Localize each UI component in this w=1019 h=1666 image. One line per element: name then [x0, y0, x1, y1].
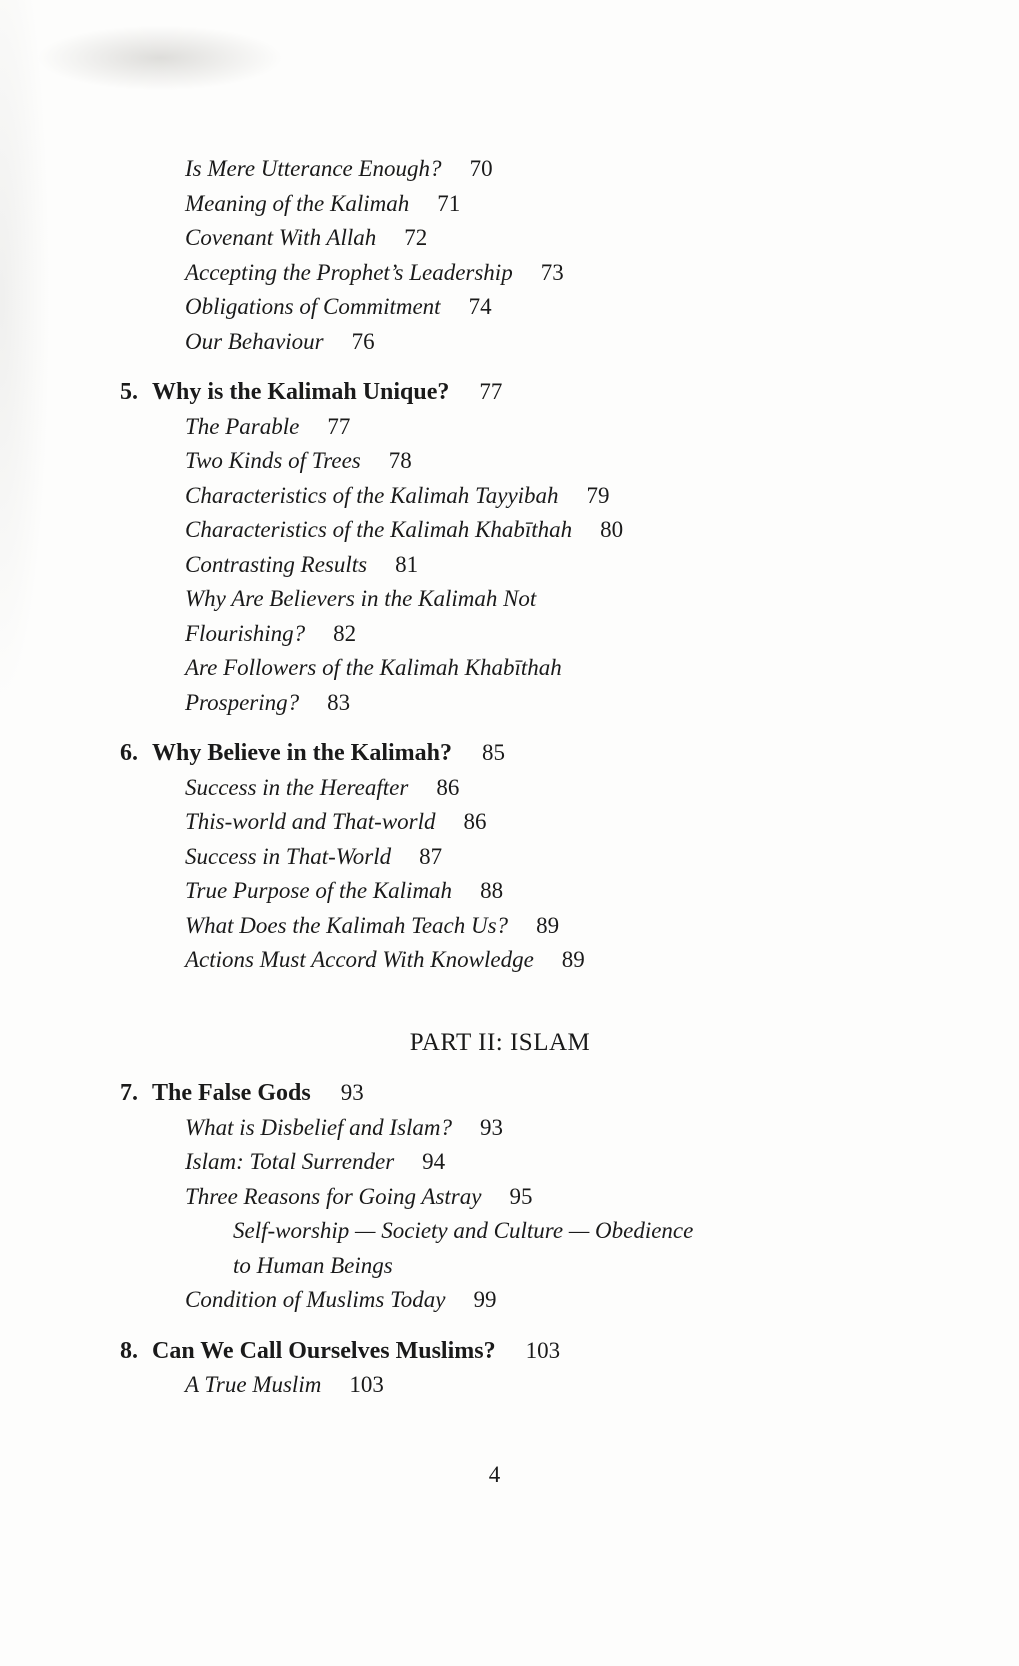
entry-title: Prospering? [185, 689, 300, 715]
entry-title: Is Mere Utterance Enough? [185, 156, 442, 181]
entry-title: Success in the Hereafter [185, 774, 409, 800]
entry-title: Actions Must Accord With Knowledge [185, 947, 534, 972]
entry-page: 74 [468, 294, 492, 319]
table-of-contents [120, 152, 945, 1403]
entry-title: Characteristics of the Kalimah Khabīthah [185, 517, 573, 542]
toc-entry [185, 256, 945, 291]
toc-chapter-entry [120, 375, 945, 410]
entry-title: Islam: Total Surrender [185, 1149, 395, 1174]
toc-entry [185, 410, 945, 445]
entry-page: 85 [482, 740, 505, 765]
toc-entry [185, 513, 945, 548]
entry-page: 103 [525, 1337, 561, 1363]
entry-title: A True Muslim [185, 1372, 322, 1397]
toc-entry [185, 325, 945, 360]
entry-page: 87 [419, 843, 443, 869]
entry-page: 73 [540, 259, 564, 285]
entry-page: 86 [436, 774, 460, 800]
entry-page: 88 [480, 878, 504, 903]
entry-page: 99 [473, 1287, 497, 1312]
entry-title: Success in That-World [185, 843, 392, 869]
part-heading: PART II: ISLAM [409, 1028, 591, 1056]
toc-entry-continuation [185, 617, 945, 652]
toc-chapter-entry [120, 736, 945, 771]
entry-page: 86 [463, 809, 487, 834]
entry-title: Contrasting Results [185, 551, 368, 577]
entry-page: 77 [327, 413, 351, 439]
entry-page: 71 [437, 190, 461, 216]
entry-title: Covenant With Allah [185, 225, 377, 250]
entry-title: Condition of Muslims Today [185, 1287, 446, 1312]
chapter-number: 7. [120, 1080, 138, 1106]
entry-title: Obligations of Commitment [185, 294, 441, 319]
entry-page: 80 [600, 517, 624, 542]
toc-entry [185, 290, 945, 325]
entry-title: Characteristics of the Kalimah Tayyibah [185, 482, 559, 508]
entry-title: True Purpose of the Kalimah [185, 878, 453, 903]
entry-page: 93 [480, 1114, 504, 1140]
toc-chapter-entry [120, 1334, 945, 1369]
entry-title: Why Believe in the Kalimah? [152, 740, 452, 766]
chapter-number: 5. [120, 379, 138, 405]
toc-entry-continuation [185, 686, 945, 721]
toc-entry [185, 771, 945, 806]
chapter-number: 8. [120, 1337, 138, 1364]
entry-page: 89 [561, 947, 585, 972]
toc-entry [185, 1145, 945, 1180]
entry-page: 89 [536, 912, 560, 938]
entry-title: The False Gods [152, 1080, 311, 1106]
entry-page: 70 [469, 156, 493, 181]
entry-title: Three Reasons for Going Astray [185, 1183, 482, 1209]
toc-entry [185, 840, 945, 875]
entry-title: The Parable [185, 413, 300, 439]
entry-title: Our Behaviour [185, 328, 324, 354]
entry-page: 95 [509, 1183, 533, 1209]
toc-entry [185, 187, 945, 222]
toc-entry [185, 943, 945, 978]
entry-page: 81 [395, 551, 419, 577]
entry-title: Can We Call Ourselves Muslims? [152, 1337, 496, 1364]
entry-page: 79 [586, 482, 610, 508]
entry-page: 76 [351, 328, 375, 354]
entry-title: Meaning of the Kalimah [185, 190, 410, 216]
entry-page: 93 [340, 1080, 364, 1105]
toc-entry [185, 221, 945, 256]
entry-title: What Does the Kalimah Teach Us? [185, 912, 509, 938]
entry-title: Accepting the Prophet’s Leadership [185, 259, 513, 285]
toc-entry [185, 582, 945, 617]
entry-title: Flourishing? [185, 620, 306, 646]
entry-page: 94 [422, 1149, 446, 1174]
toc-entry [185, 651, 945, 686]
toc-subentry-continuation [233, 1249, 945, 1284]
toc-entry [185, 805, 945, 840]
entry-title: What is Disbelief and Islam? [185, 1114, 453, 1140]
toc-entry [185, 909, 945, 944]
entry-title: Two Kinds of Trees [185, 448, 361, 473]
toc-entry [185, 1368, 945, 1403]
entry-title: Are Followers of the Kalimah Khabīthah [185, 655, 562, 680]
toc-entry [185, 444, 945, 479]
toc-entry [185, 479, 945, 514]
toc-entry [185, 1111, 945, 1146]
toc-entry [185, 548, 945, 583]
entry-title: Why is the Kalimah Unique? [152, 379, 450, 405]
chapter-number: 6. [120, 740, 138, 766]
page-number: 4 [488, 1462, 501, 1487]
entry-page: 72 [404, 225, 428, 250]
entry-page: 83 [327, 689, 351, 715]
entry-page: 103 [349, 1372, 384, 1397]
entry-title: to Human Beings [233, 1252, 393, 1278]
toc-entry [185, 152, 945, 187]
entry-title: This-world and That-world [185, 809, 436, 834]
toc-entry [185, 1283, 945, 1318]
entry-page: 82 [333, 620, 357, 646]
toc-entry [185, 1180, 945, 1215]
toc-chapter-entry [120, 1076, 945, 1111]
entry-title: Why Are Believers in the Kalimah Not [185, 586, 537, 611]
entry-page: 77 [479, 379, 503, 404]
entry-title: Self-worship — Society and Culture — Obedience [233, 1218, 694, 1243]
entry-page: 78 [388, 448, 412, 473]
toc-subentry [233, 1214, 945, 1249]
toc-entry [185, 874, 945, 909]
